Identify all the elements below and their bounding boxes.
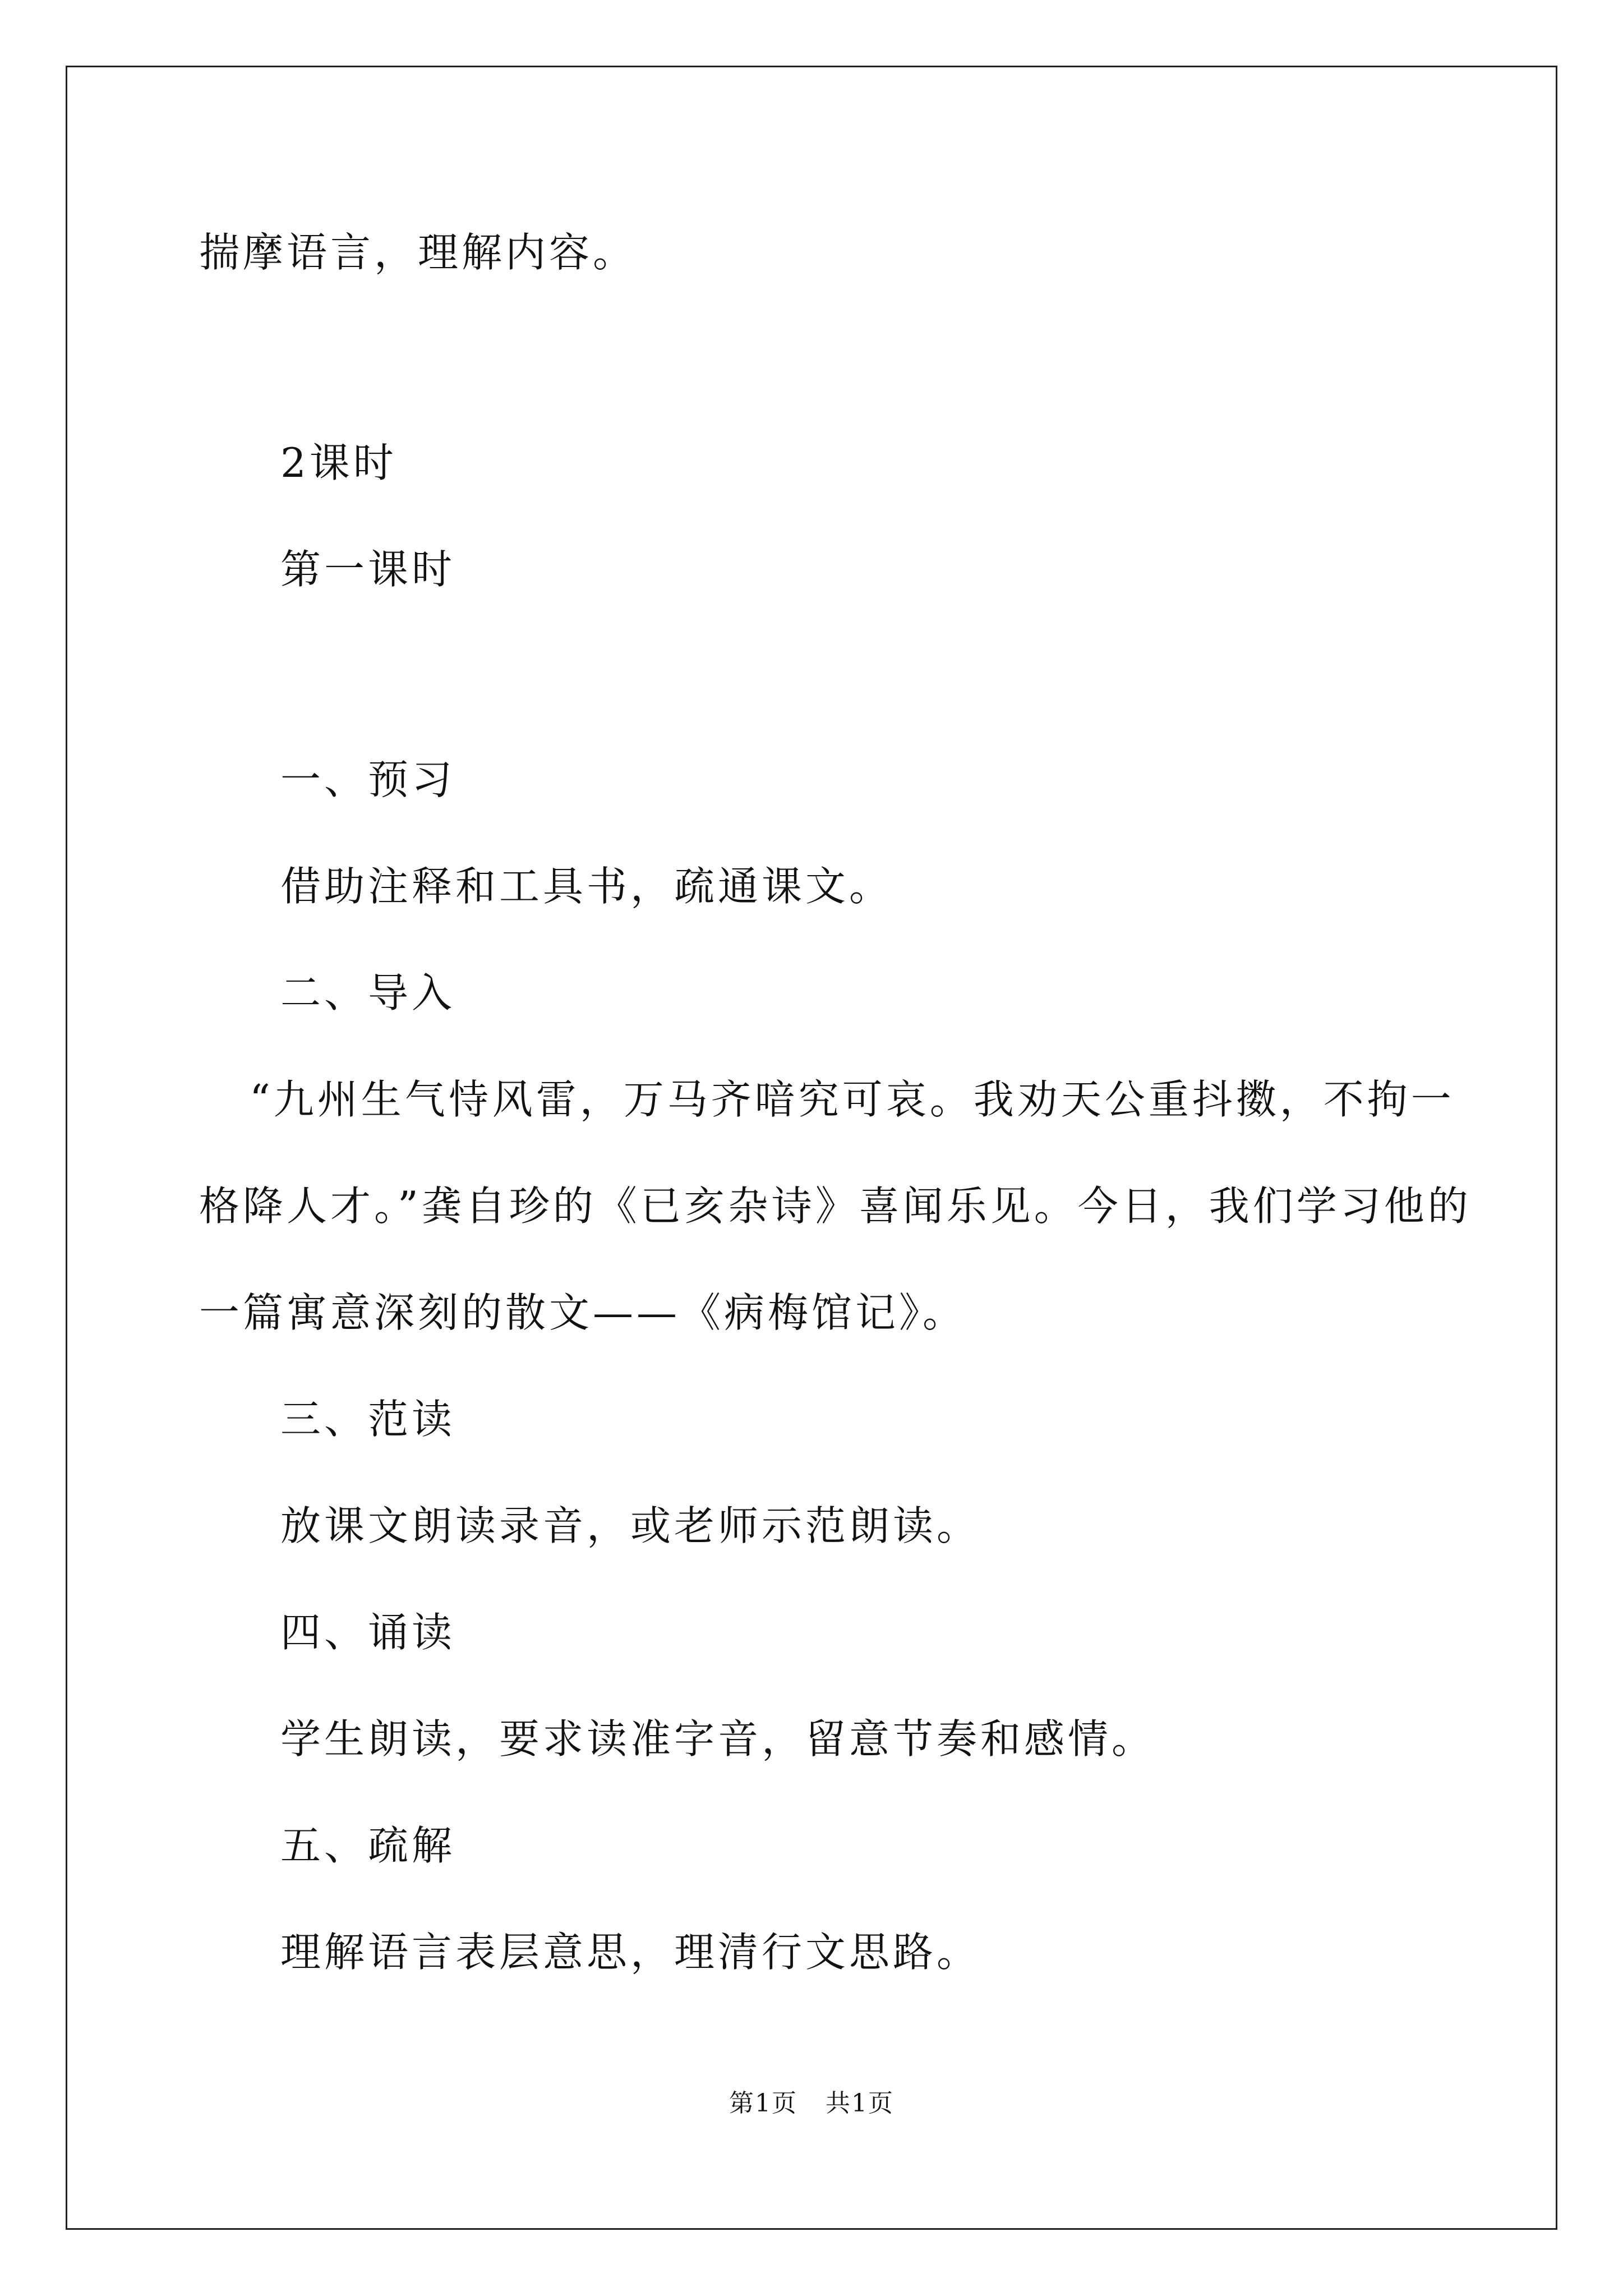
page-number: 第1页 [729,2089,797,2118]
body-line: 学生朗读，要求读准字音，留意节奏和感情。 [280,1715,1156,1763]
body-line: “九州生气恃风雷，万马齐喑究可哀。我劝天公重抖擞，不拘一 [250,1076,1455,1123]
body-line: 格降人才。”龚自珍的《已亥杂诗》喜闻乐见。今日，我们学习他的 [199,1182,1472,1230]
body-line: 放课文朗读录音，或老师示范朗读。 [280,1502,981,1549]
section-heading: 四、诵读 [280,1609,456,1656]
section-heading: 三、范读 [280,1396,456,1443]
body-line: 理解语言表层意思，理清行文思路。 [280,1929,981,1976]
lesson-count: 2课时 [280,439,397,486]
lesson-heading: 第一课时 [280,546,456,593]
body-line: 揣摩语言，理解内容。 [199,229,637,276]
section-heading: 五、疏解 [280,1822,456,1869]
page-footer [0,2087,1623,2120]
body-line: 借助注释和工具书，疏通课文。 [280,863,893,910]
section-heading: 二、导入 [280,969,456,1016]
section-heading: 一、预习 [280,756,456,803]
body-line: 一篇寓意深刻的散文——《病梅馆记》。 [199,1289,967,1336]
page-border [66,66,1557,2230]
page-total: 共1页 [826,2089,894,2118]
